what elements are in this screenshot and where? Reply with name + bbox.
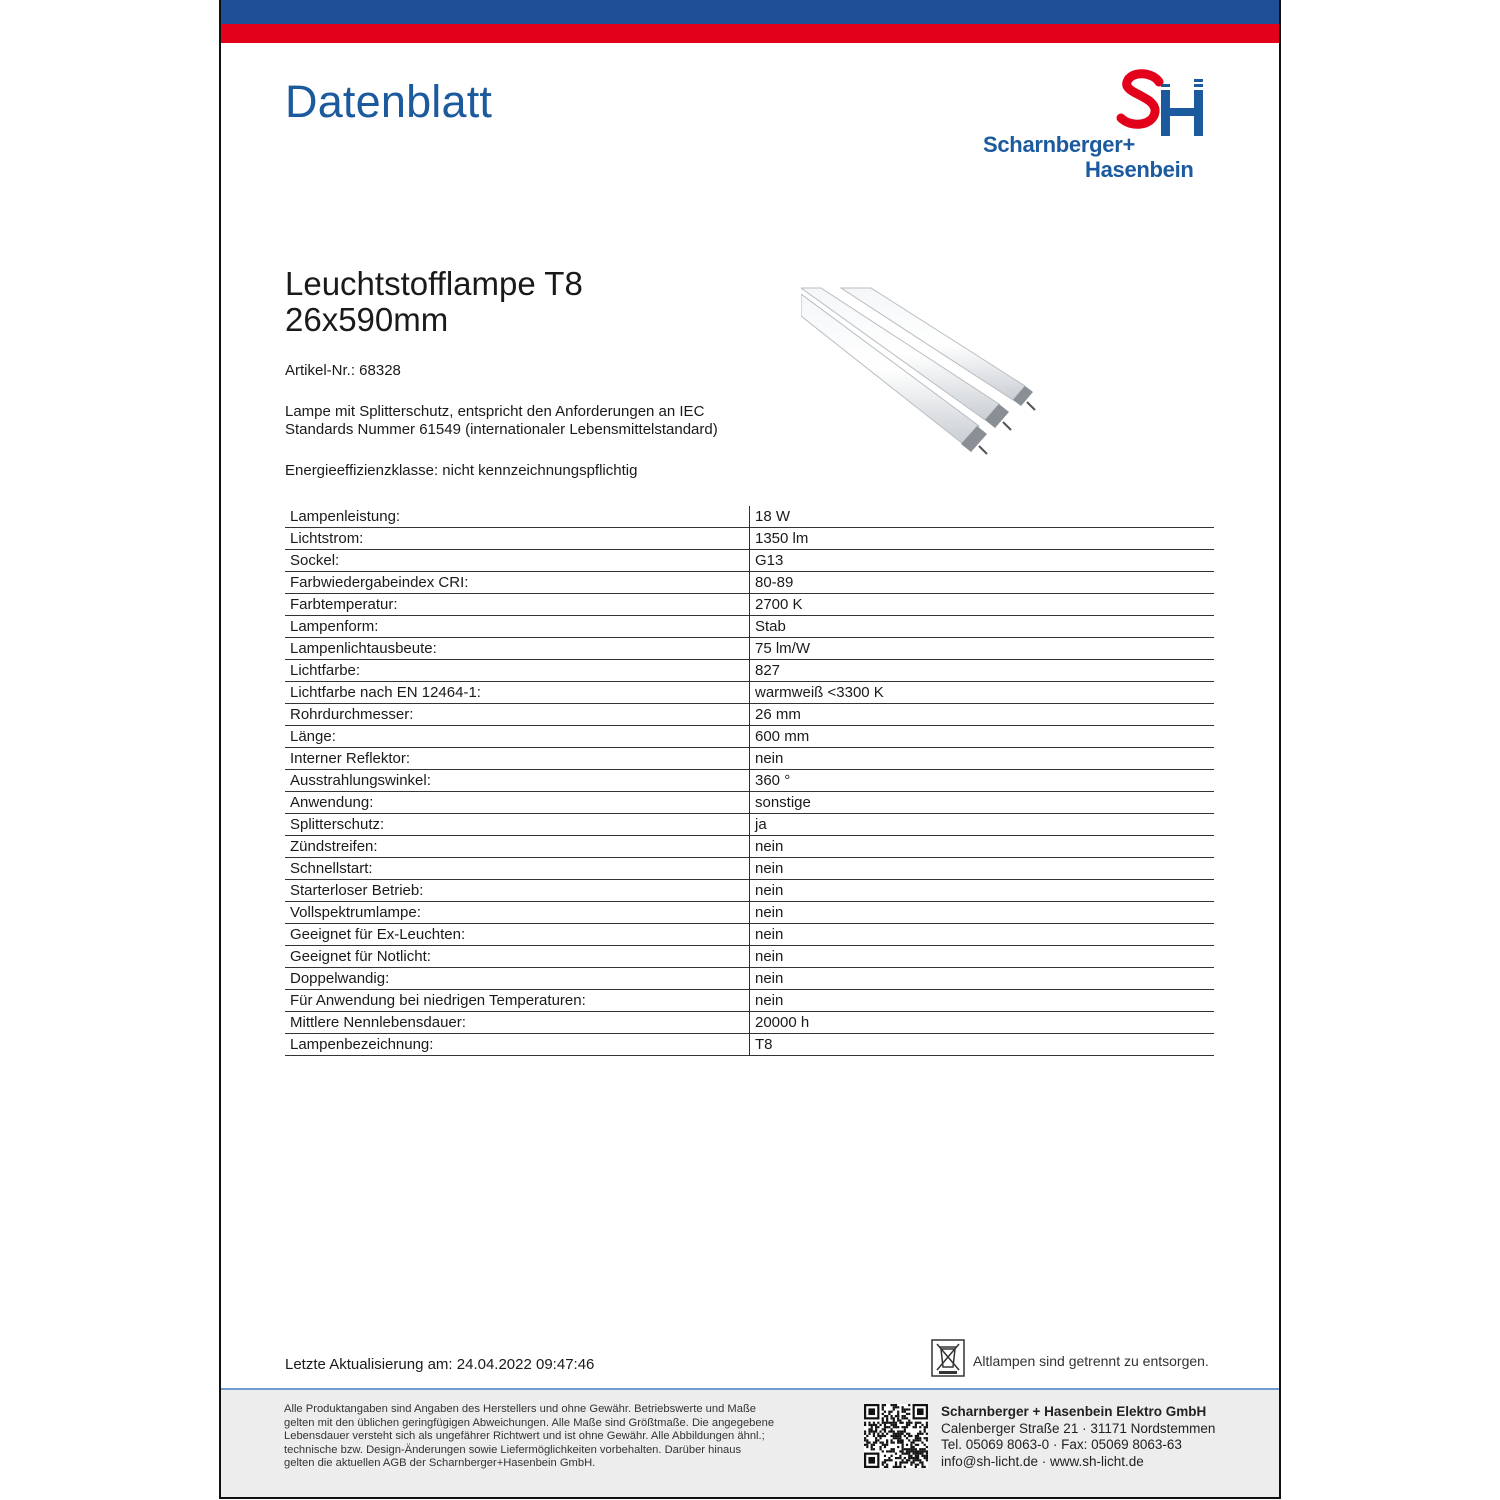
spec-label: Interner Reflektor:: [285, 748, 750, 770]
spec-value: nein: [750, 880, 1215, 902]
product-image-fluorescent-tubes: [801, 286, 1041, 456]
spec-value: 80-89: [750, 572, 1215, 594]
spec-label: Farbwiedergabeindex CRI:: [285, 572, 750, 594]
disclaimer-line: gelten die aktuellen AGB der Scharnberger+Hasenbein GmbH.: [284, 1457, 596, 1469]
company-logo: [981, 68, 1221, 183]
spec-label: Zündstreifen:: [285, 836, 750, 858]
specs-row: [285, 1034, 1214, 1056]
spec-label: Lampenleistung:: [285, 506, 750, 528]
specs-row: [285, 924, 1214, 946]
footer: [221, 1388, 1279, 1499]
specs-row: [285, 748, 1214, 770]
product-title-line2: 26x590mm: [285, 301, 449, 338]
logo-brand-line2: Hasenbein: [1085, 157, 1194, 182]
spec-value: Stab: [750, 616, 1215, 638]
spec-label: Lichtstrom:: [285, 528, 750, 550]
spec-value: nein: [750, 858, 1215, 880]
description-line1: Lampe mit Splitterschutz, entspricht den Anforderungen an IEC: [285, 403, 705, 420]
spec-label: Geeignet für Ex-Leuchten:: [285, 924, 750, 946]
crossed-out-bin-icon: [931, 1339, 965, 1377]
spec-value: nein: [750, 924, 1215, 946]
specs-row: [285, 572, 1214, 594]
spec-label: Rohrdurchmesser:: [285, 704, 750, 726]
page-title: Datenblatt: [285, 76, 493, 127]
specs-row: [285, 792, 1214, 814]
specs-row: [285, 946, 1214, 968]
specs-row: [285, 836, 1214, 858]
specs-row: [285, 858, 1214, 880]
spec-value: 75 lm/W: [750, 638, 1215, 660]
company-contact: [941, 1404, 1215, 1470]
spec-label: Doppelwandig:: [285, 968, 750, 990]
spec-value: 360 °: [750, 770, 1215, 792]
specs-row: [285, 638, 1214, 660]
specs-table: [285, 506, 1214, 1056]
specs-row: [285, 506, 1214, 528]
sh-logo-mark: [981, 68, 1221, 138]
specs-table-body: [285, 506, 1214, 1056]
spec-value: 18 W: [750, 506, 1215, 528]
spec-value: 20000 h: [750, 1012, 1215, 1034]
specs-row: [285, 550, 1214, 572]
product-description: [285, 403, 755, 439]
spec-label: Vollspektrumlampe:: [285, 902, 750, 924]
spec-value: nein: [750, 968, 1215, 990]
spec-label: Lichtfarbe:: [285, 660, 750, 682]
specs-row: [285, 660, 1214, 682]
spec-value: nein: [750, 902, 1215, 924]
spec-value: nein: [750, 946, 1215, 968]
spec-label: Ausstrahlungswinkel:: [285, 770, 750, 792]
product-title: [285, 266, 583, 338]
energy-class: Energieeffizienzklasse: nicht kennzeichnungspflichtig: [285, 462, 638, 479]
footer-disclaimer: [284, 1403, 844, 1471]
spec-value: T8: [750, 1034, 1215, 1056]
spec-label: Lichtfarbe nach EN 12464-1:: [285, 682, 750, 704]
specs-row: [285, 880, 1214, 902]
spec-value: 2700 K: [750, 594, 1215, 616]
specs-row: [285, 726, 1214, 748]
spec-value: nein: [750, 748, 1215, 770]
specs-row: [285, 814, 1214, 836]
header-blue-band: [221, 0, 1279, 24]
spec-label: Mittlere Nennlebensdauer:: [285, 1012, 750, 1034]
last-updated: Letzte Aktualisierung am: 24.04.2022 09:47:46: [285, 1356, 595, 1373]
specs-row: [285, 594, 1214, 616]
spec-label: Anwendung:: [285, 792, 750, 814]
header-red-band: [221, 24, 1279, 43]
specs-row: [285, 1012, 1214, 1034]
specs-row: [285, 968, 1214, 990]
disclaimer-line: gelten mit den üblichen geringfügigen Abweichungen. Alle Maße sind Größtmaße. Die angegebene: [284, 1416, 775, 1429]
spec-value: nein: [750, 836, 1215, 858]
spec-label: Starterloser Betrieb:: [285, 880, 750, 902]
spec-value: 827: [750, 660, 1215, 682]
spec-label: Splitterschutz:: [285, 814, 750, 836]
disclaimer-line: Lebensdauer versteht sich als ungefährer Richtwert und ist ohne Gewähr. Alle Abbildungen ähnl.;: [284, 1430, 765, 1442]
specs-row: [285, 704, 1214, 726]
spec-label: Länge:: [285, 726, 750, 748]
spec-label: Lampenlichtausbeute:: [285, 638, 750, 660]
spec-value: warmweiß <3300 K: [750, 682, 1215, 704]
product-title-line1: Leuchtstofflampe T8: [285, 265, 583, 302]
disposal-note: Altlampen sind getrennt zu entsorgen.: [973, 1353, 1209, 1369]
specs-row: [285, 682, 1214, 704]
spec-value: nein: [750, 990, 1215, 1012]
specs-row: [285, 770, 1214, 792]
spec-label: Schnellstart:: [285, 858, 750, 880]
spec-label: Lampenform:: [285, 616, 750, 638]
spec-value: sonstige: [750, 792, 1215, 814]
spec-label: Geeignet für Notlicht:: [285, 946, 750, 968]
qr-code-icon: [864, 1404, 928, 1468]
spec-label: Lampenbezeichnung:: [285, 1034, 750, 1056]
disclaimer-line: technische bzw. Design-Änderungen sowie Liefermöglichkeiten vorbehalten. Darüber hinaus: [284, 1443, 742, 1456]
company-web: info@sh-licht.de · www.sh-licht.de: [941, 1453, 1144, 1469]
spec-label: Farbtemperatur:: [285, 594, 750, 616]
description-line2: Standards Nummer 61549 (internationaler Lebensmittelstandard): [285, 421, 718, 438]
company-name: Scharnberger + Hasenbein Elektro GmbH: [941, 1404, 1207, 1419]
disclaimer-line: Alle Produktangaben sind Angaben des Herstellers und ohne Gewähr. Betriebswerte und Maße: [284, 1403, 757, 1415]
spec-value: 1350 lm: [750, 528, 1215, 550]
spec-label: Sockel:: [285, 550, 750, 572]
spec-label: Für Anwendung bei niedrigen Temperaturen:: [285, 990, 750, 1012]
logo-brand-line1: Scharnberger+: [983, 132, 1136, 157]
spec-value: ja: [750, 814, 1215, 836]
article-number: Artikel-Nr.: 68328: [285, 362, 401, 379]
specs-row: [285, 902, 1214, 924]
specs-row: [285, 528, 1214, 550]
spec-value: 600 mm: [750, 726, 1215, 748]
spec-value: G13: [750, 550, 1215, 572]
specs-row: [285, 616, 1214, 638]
specs-row: [285, 990, 1214, 1012]
company-phone: Tel. 05069 8063-0 · Fax: 05069 8063-63: [941, 1437, 1182, 1452]
company-address: Calenberger Straße 21 · 31171 Nordstemmen: [941, 1420, 1216, 1436]
datasheet-page: [219, 0, 1281, 1499]
spec-value: 26 mm: [750, 704, 1215, 726]
